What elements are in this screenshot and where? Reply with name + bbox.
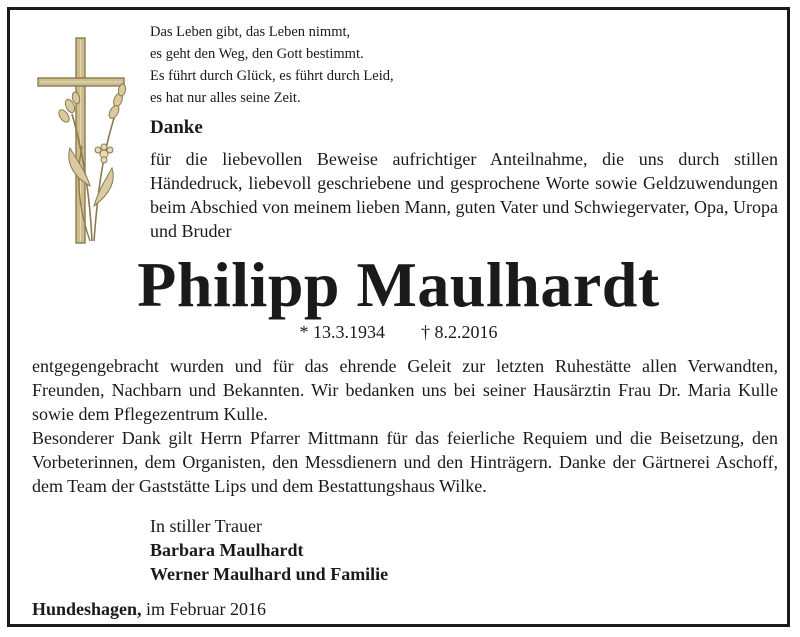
place-date [32,597,266,621]
date: im Februar 2016 [146,599,267,619]
cross-with-wheat-icon [32,36,132,246]
birth-date: * 13.3.1934 [299,322,385,342]
poem-line: es hat nur alles seine Zeit. [150,90,301,106]
poem-line: es geht den Weg, den Gott bestimmt. [150,46,364,62]
signature-name: Barbara Maulhardt [150,540,304,560]
death-date: † 8.2.2016 [421,322,498,342]
signature-intro: In stiller Trauer [150,516,262,536]
poem [150,21,394,109]
place: Hundeshagen, [32,599,142,619]
body-text [32,354,778,498]
deceased-name: Philipp Maulhardt [137,249,660,320]
poem-line: Es führt durch Glück, es führt durch Leid, [150,68,394,84]
body-paragraph: Besonderer Dank gilt Herrn Pfarrer Mittmann für das feierliche Requiem und die Beisetzung, den Vorbeterinnen, dem Organisten, den Messdienern und den Hinträgern. Danke der Gärtnerei Aschoff, dem Team der Gaststätte Lips und dem Bestattungshaus Wilke. [32,428,778,496]
signature-block [150,514,388,586]
heading: Danke [150,117,203,138]
thanks-text: für die liebevollen Beweise aufrichtiger Anteilnahme, die uns durch stillen Händedruck, liebevoll geschriebene und gesprochene Worte sowie Geldzuwendungen beim Abschied von meinem lieben Mann, guten Vater und Schwiegervater, Opa, Uropa und Bruder [150,149,778,241]
life-dates [10,320,787,344]
poem-line: Das Leben gibt, das Leben nimmt, [150,24,351,40]
signature-name: Werner Maulhard und Familie [150,564,389,584]
obituary-notice [7,7,790,627]
body-paragraph: entgegengebracht wurden und für das ehrende Geleit zur letzten Ruhestätte allen Verwandten, Freunden, Nachbarn und Bekannten. Wir bedanken uns bei seiner Hausärztin Frau Dr. Maria Kulle sowie dem Pflegezentrum Kulle. [32,356,778,424]
